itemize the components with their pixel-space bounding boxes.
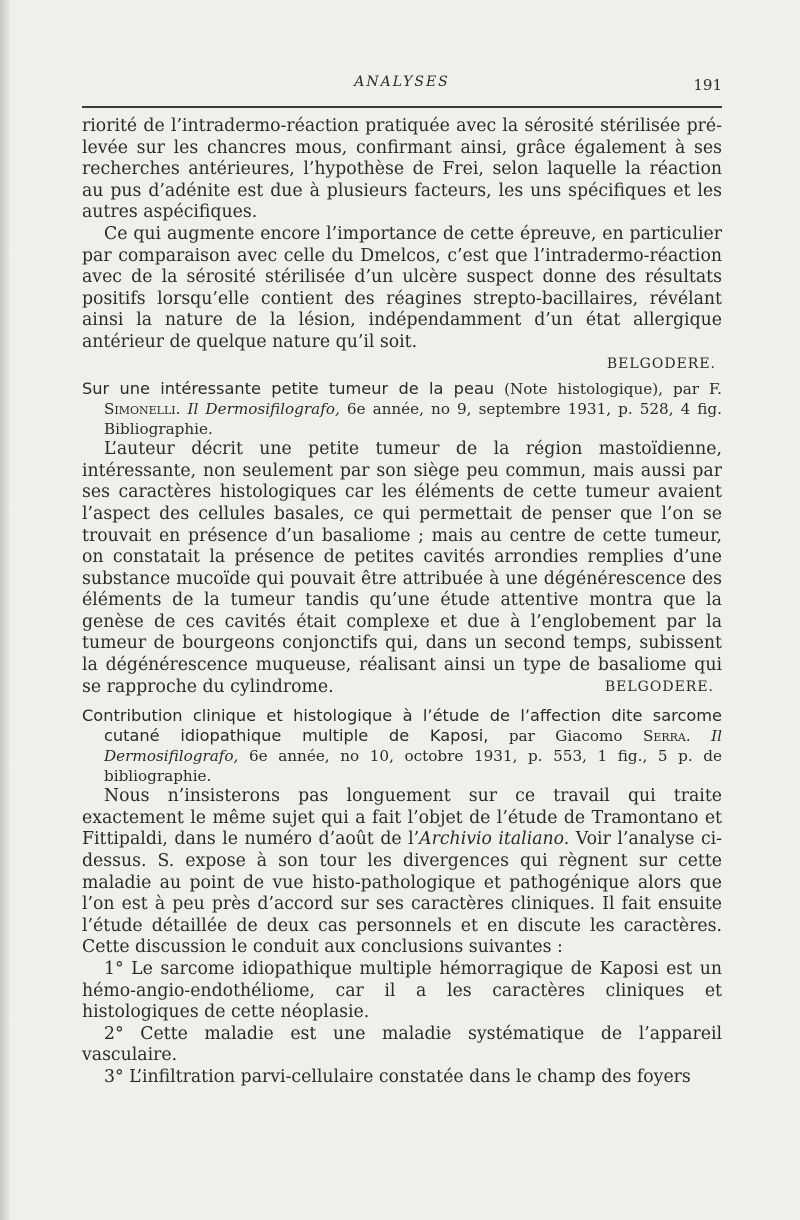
conclusion-point: 2° Cette maladie est une maladie systématique de l’appareil vasculaire. (82, 1023, 722, 1066)
paragraph: Ce qui augmente encore l’importance de cette épreuve, en particulier par comparaison avec celle du Dmelcos, c’est que l’intradermo-réaction avec de la sérosité stérilisée d’un ulcère suspect donne des résultats positifs lorsqu’elle contient des réagines strepto-bacillaires, révélant ainsi la nature de la lésion, indépendamment d’un état allergique antérieur de quelque nature qu’il soit. (82, 223, 722, 352)
paragraph-text: Voir l’analyse ci-dessus. S. expose à son tour les divergences qui règnent sur cette maladie au point de vue histo-pathologique et pathogénique alors que l’on est à peu près d’accord sur ses caractères cliniques. Il fait ensuite l’étude détaillée de deux cas personnels et en discute les caractères. Cette discussion le conduit aux conclusions suivantes : (82, 829, 722, 958)
entry-title: Sur une intéressante petite tumeur de la peau (82, 379, 495, 399)
paragraph-text: L’auteur décrit une petite tumeur de la région mastoïdienne, intéressante, non seulement par son siège peu commun, mais aussi par ses caractères histologiques car les éléments de cette tumeur avaient l’aspect des cellules basales, ce qui permettait de penser que l’on se trouvait en présence d’un basaliome ; mais au centre de cette tumeur, on constatait la présence de petites cavités arrondies remplies d’une substance mucoïde qui pouvait être attribuée à une dégénérescence des éléments de la tumeur tandis qu’une étude attentive montra que la genèse de ces cavités était complexe et due à l’englobement par la tumeur de bourgeons conjonctifs qui, dans un second temps, subissent la dégénérescence muqueuse, réalisant ainsi un type de basaliome qui se rapproche du cylindrome. (82, 439, 722, 697)
conclusion-point: 3° L’infiltration parvi-cellulaire constatée dans le champ des foyers (104, 1066, 691, 1087)
journal-reference: Archivio italiano. (419, 829, 570, 850)
bibliographic-entry (82, 706, 722, 786)
entry-details: 6e année, no 9, septembre 1931, p. 528, 4 fig. Bibliographie. (104, 400, 722, 439)
paragraph (82, 786, 722, 959)
document-page (82, 70, 722, 1089)
author-signature: BELGODERE. (606, 355, 716, 372)
paragraph-continued: riorité de l’intradermo-réaction pratiquée avec la sérosité stérilisée pré-levée sur les chancres mous, confirmant ainsi, grâce également à ses recherches antérieures, l’hypothèse de Frei, selon laquelle la réaction au pus d’adénite est due à plusieurs facteurs, les uns spécifiques et les autres aspécifiques. (82, 116, 722, 223)
entry-author: Serra. (642, 727, 691, 746)
entry-journal: Il Dermosifilografo, (104, 727, 722, 766)
entry-note: (Note histologique), par (494, 380, 709, 399)
entry-author: F. Simonelli. (104, 380, 722, 419)
entry-journal: Il Dermosifilografo, (180, 400, 340, 419)
page-header (82, 70, 722, 100)
paragraph-text: Nous n’insisterons pas longuement sur ce travail qui traite exactement le même sujet qui a fait l’objet de l’étude de Tramontano et Fittipaldi, dans le numéro d’août de l’ (82, 786, 722, 850)
entry-byline: par Giacomo (488, 727, 643, 746)
page-number: 191 (693, 76, 722, 94)
paragraph (82, 439, 722, 698)
running-title: ANALYSES (354, 74, 450, 90)
conclusion-point: 1° Le sarcome idiopathique multiple hémorragique de Kaposi est un hémo-angio-endothéliome, car il a les caractères cliniques et histologiques de cette néoplasie. (82, 959, 722, 1023)
page-edge-shadow (0, 0, 10, 1220)
bibliographic-entry (82, 379, 722, 439)
entry-details: 6e année, no 10, octobre 1931, p. 553, 1 fig., 5 p. de bibliographie. (104, 747, 722, 786)
entry-title: Contribution clinique et histologique à l’étude de l’affection dite sarcome cutané idiopathique multiple de Kaposi, (82, 706, 722, 746)
author-signature: BELGODERE. (604, 678, 714, 695)
header-rule (82, 106, 722, 108)
